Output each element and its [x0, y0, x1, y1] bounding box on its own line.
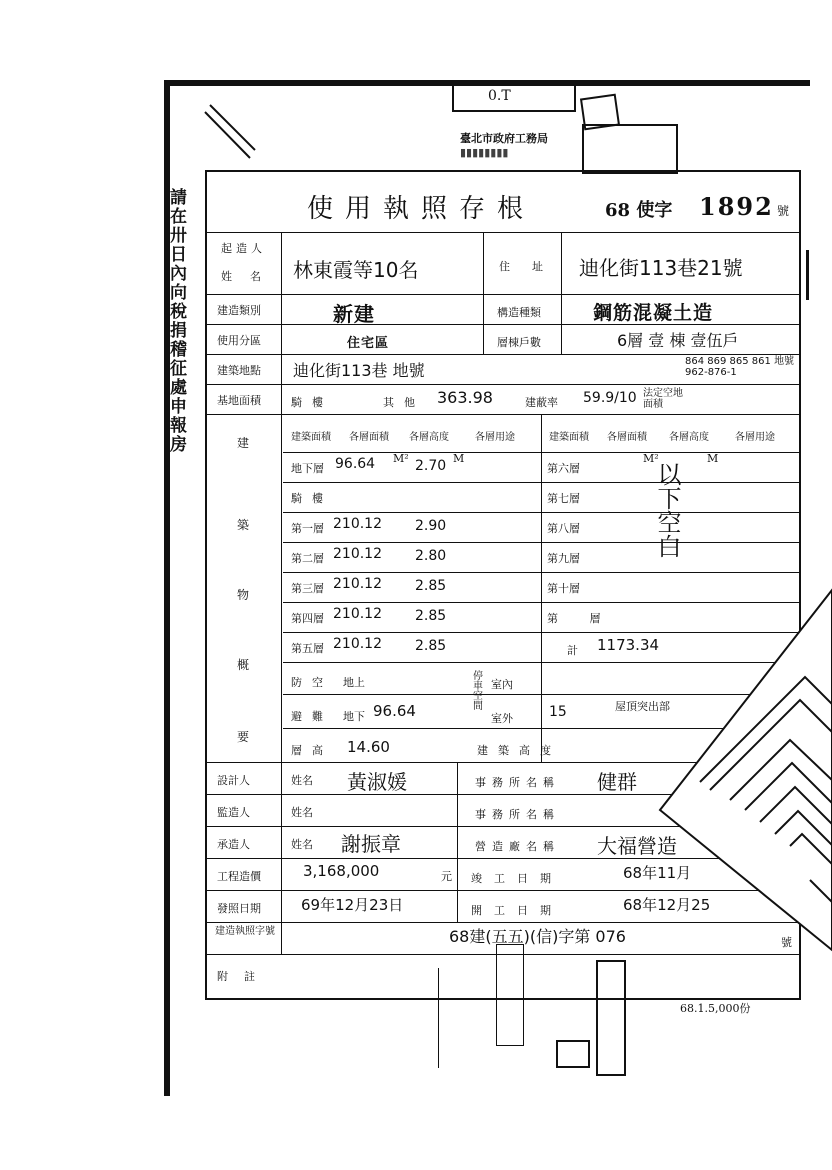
- f5-label: 第五層: [291, 642, 324, 655]
- building-char-1: 建: [237, 436, 250, 450]
- f1-label: 第一層: [291, 522, 324, 535]
- seal-stamp-small: [580, 94, 620, 131]
- start-value: 68年12月25: [623, 896, 711, 914]
- coverage-label: 建蔽率: [525, 396, 558, 409]
- bottom-stamp-1: [496, 944, 524, 1046]
- bottom-stamp-2: [596, 960, 626, 1076]
- permit-number-prefix: 68 使字: [605, 200, 673, 221]
- basement-label: 地下層: [291, 462, 324, 475]
- f2-label: 第二層: [291, 552, 324, 565]
- f5-area: 210.12: [333, 636, 382, 652]
- company-label: 營造廠名稱: [475, 840, 560, 853]
- f5-height: 2.85: [415, 638, 447, 654]
- shelter-area: 96.64: [373, 702, 416, 720]
- f6-label: 第六層: [547, 462, 580, 475]
- top-tab-text: 0.T: [488, 88, 511, 104]
- start-label: 開工日期: [471, 904, 563, 917]
- shelter-label: 避難: [291, 710, 333, 723]
- parking-label: 停車空間: [473, 671, 483, 712]
- side-note: 請在卅日內向稅捐稽征處申報房: [166, 188, 186, 454]
- agency-stamp-text: 臺北市政府工務局: [460, 132, 548, 145]
- builder-name: 林東霞等10名: [293, 258, 419, 282]
- f3-area: 210.12: [333, 576, 382, 592]
- form-title: 使用執照存根: [307, 194, 536, 224]
- corner-mark-icon: [200, 100, 260, 170]
- category-label: 建造類別: [217, 304, 261, 317]
- cost-value: 3,168,000: [303, 862, 380, 880]
- yuan-label: 元: [441, 870, 452, 883]
- height-header-r: 各層高度: [669, 432, 709, 443]
- contractor-name: 謝振章: [341, 832, 401, 856]
- permit-hao-label: 號: [781, 936, 792, 949]
- floors-value: 6層 壹 棟 壹伍戶: [617, 331, 739, 350]
- f2-area: 210.12: [333, 546, 382, 562]
- site-value: 迪化街113巷 地號: [293, 361, 425, 380]
- f1-area: 210.12: [333, 516, 382, 532]
- designer-office-label: 事務所名稱: [475, 776, 560, 789]
- outdoor-label: 室外: [491, 712, 513, 725]
- floors-label: 層棟戶數: [497, 336, 541, 349]
- height-label: 層高: [291, 744, 333, 757]
- builder-address: 迪化街113巷21號: [579, 256, 743, 280]
- f3-label: 第三層: [291, 582, 324, 595]
- arcade-label: 騎樓: [291, 396, 333, 409]
- f7-label: 第七層: [547, 492, 580, 505]
- defense-label: 防空: [291, 676, 333, 689]
- completion-value: 68年11月: [623, 864, 692, 882]
- underground-label: 地上: [343, 676, 365, 689]
- note-label: 附註: [217, 970, 271, 983]
- site-label: 建築地點: [217, 364, 261, 377]
- indoor-label: 室內: [491, 678, 513, 691]
- total-area: 1173.34: [597, 636, 660, 654]
- building-char-3: 物: [237, 588, 250, 602]
- building-char-4: 概: [237, 658, 250, 672]
- address-label: 住址: [499, 260, 565, 273]
- designer-office: 健群: [597, 770, 637, 794]
- permit-number-suffix: 號: [777, 204, 790, 218]
- outdoor-value: 15: [549, 704, 567, 720]
- building-char-5: 要: [237, 730, 250, 744]
- cost-label: 工程造價: [217, 870, 261, 883]
- height-header: 各層高度: [409, 432, 449, 443]
- building-char-2: 築: [237, 518, 250, 532]
- rooftop-label: 屋頂突出部: [615, 700, 670, 713]
- height-value: 14.60: [347, 738, 390, 756]
- contractor-company: 大福營造: [597, 834, 677, 858]
- permit-number: 1892: [699, 192, 774, 221]
- other-label: 其他: [383, 396, 425, 409]
- legal-open-label: 法定空地面積: [643, 388, 683, 410]
- f10-label: 第十層: [547, 582, 580, 595]
- f2-height: 2.80: [415, 548, 447, 564]
- form-print-info: 68.1.5,000份: [680, 1002, 751, 1015]
- zoning-value: 住宅區: [347, 336, 390, 351]
- coverage-value: 59.9/10: [583, 390, 637, 406]
- basement-area: 96.64: [335, 456, 376, 472]
- unit-m2-f6: M²: [643, 452, 659, 465]
- designer-name: 黃淑媛: [347, 770, 407, 794]
- bottom-stamp-4: [556, 1040, 590, 1068]
- designer-label: 設計人: [217, 774, 250, 787]
- bldg-height-label: 建築高度: [477, 744, 561, 757]
- overlapping-document-icon: [560, 560, 832, 960]
- supervisor-office-label: 事務所名稱: [475, 808, 560, 821]
- category-value: 新建: [333, 302, 375, 326]
- supervisor-label: 監造人: [217, 806, 250, 819]
- use-header: 各層用途: [475, 432, 515, 443]
- unit-m2-basement: M²: [393, 452, 409, 465]
- unit-m-f6: M: [707, 452, 719, 465]
- each-floor-header: 各層面積: [349, 432, 389, 443]
- name-label: 姓名: [221, 270, 279, 283]
- f4-area: 210.12: [333, 606, 382, 622]
- permit-no-label: 建造執照字號: [215, 926, 275, 937]
- basement2-label: 地下: [343, 710, 365, 723]
- floor-area-header-r: 建築面積: [549, 432, 589, 443]
- f4-label: 第四層: [291, 612, 324, 625]
- contractor-label: 承造人: [217, 838, 250, 851]
- supervisor-name-label: 姓名: [291, 806, 313, 819]
- structure-label: 構造種類: [497, 306, 541, 319]
- completion-label: 竣工日期: [471, 872, 563, 885]
- top-tab: [452, 84, 576, 112]
- issue-date-value: 69年12月23日: [301, 896, 404, 914]
- zoning-label: 使用分區: [217, 334, 261, 347]
- arcade-row-label: 騎樓: [291, 492, 333, 505]
- f9-label: 第九層: [547, 552, 580, 565]
- blank-note: 以下空白: [653, 462, 681, 558]
- floor-generic-label: 第 層: [547, 612, 615, 625]
- site-area-label: 基地面積: [217, 394, 261, 407]
- total-label: 計: [567, 644, 578, 657]
- basement-height: 2.70: [415, 458, 447, 474]
- structure-value: 鋼筋混凝土造: [593, 302, 714, 324]
- builder-label: 起造人: [221, 242, 266, 255]
- f1-height: 2.90: [415, 518, 447, 534]
- other-area: 363.98: [437, 388, 493, 407]
- site-lots: 864 869 865 861 地號 962-876-1: [685, 356, 795, 378]
- agency-stamp: 臺北市政府工務局 ▮▮▮▮▮▮▮▮: [460, 132, 548, 159]
- issue-date-label: 發照日期: [217, 902, 261, 915]
- f3-height: 2.85: [415, 578, 447, 594]
- f8-label: 第八層: [547, 522, 580, 535]
- each-floor-header-r: 各層面積: [607, 432, 647, 443]
- permit-no-value: 68建(五五)(信)字第 076: [449, 927, 626, 946]
- unit-m-basement: M: [453, 452, 465, 465]
- use-header-r: 各層用途: [735, 432, 775, 443]
- f4-height: 2.85: [415, 608, 447, 624]
- seal-stamp: [582, 124, 678, 174]
- contractor-name-label: 姓名: [291, 838, 313, 851]
- right-edge-fragment: [806, 250, 831, 300]
- floor-area-header: 建築面積: [291, 432, 331, 443]
- designer-name-label: 姓名: [291, 774, 313, 787]
- bottom-stamp-3: [438, 968, 463, 1068]
